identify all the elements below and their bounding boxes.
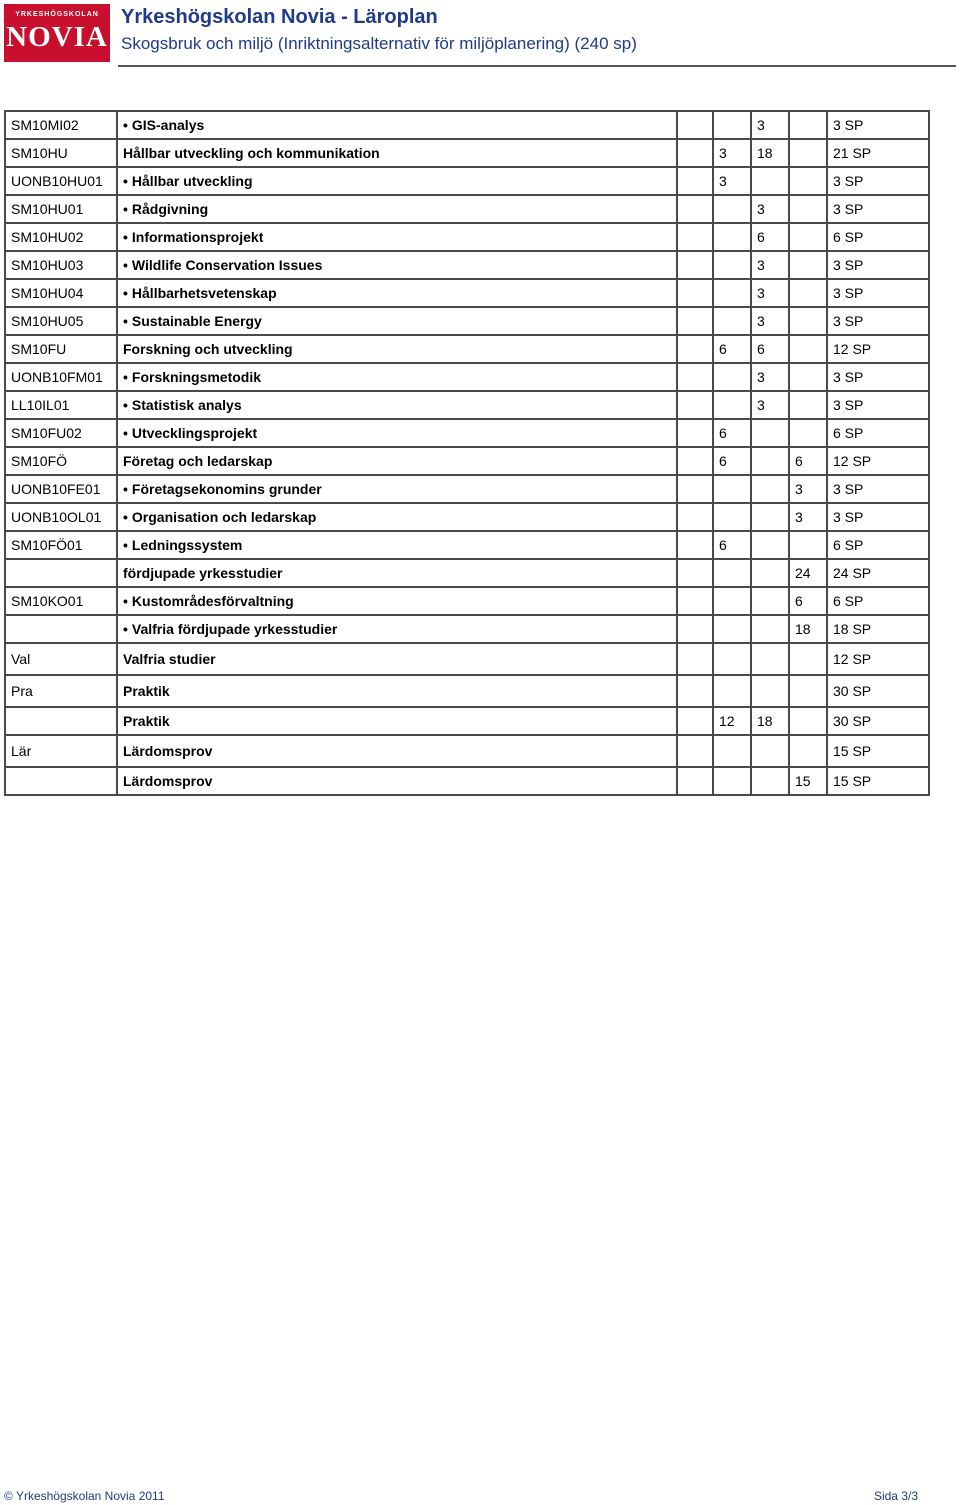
table-row <box>5 707 929 735</box>
credits-y4: 18 <box>789 615 827 643</box>
total-sp: 3 SP <box>827 279 929 307</box>
total-sp: 12 SP <box>827 643 929 675</box>
table-row <box>5 475 929 503</box>
credits-y3: 3 <box>751 307 789 335</box>
total-sp: 3 SP <box>827 307 929 335</box>
credits-y4: 15 <box>789 767 827 795</box>
credits-y4: 6 <box>789 587 827 615</box>
course-name <box>117 587 677 615</box>
course-name-text: Informationsprojekt <box>131 229 264 245</box>
credits-y2 <box>713 279 751 307</box>
credits-y3: 18 <box>751 139 789 167</box>
course-code: Val <box>5 643 117 675</box>
total-sp: 12 SP <box>827 447 929 475</box>
total-sp: 30 SP <box>827 707 929 735</box>
credits-y4 <box>789 139 827 167</box>
table-row <box>5 643 929 675</box>
course-name-text: Företagsekonomins grunder <box>131 481 322 497</box>
credits-y1 <box>677 279 713 307</box>
table-row <box>5 391 929 419</box>
course-code: SM10HU04 <box>5 279 117 307</box>
credits-y1 <box>677 767 713 795</box>
bullet-icon: • <box>123 201 128 217</box>
course-name-text: Hållbarhetsvetenskap <box>131 285 277 301</box>
course-name <box>117 391 677 419</box>
total-sp: 3 SP <box>827 251 929 279</box>
credits-y4 <box>789 195 827 223</box>
total-sp: 15 SP <box>827 735 929 767</box>
course-name-text: Lärdomsprov <box>123 773 213 789</box>
table-row <box>5 279 929 307</box>
credits-y3: 6 <box>751 223 789 251</box>
credits-y4: 24 <box>789 559 827 587</box>
table-row <box>5 675 929 707</box>
bullet-icon: • <box>123 425 128 441</box>
credits-y2: 6 <box>713 447 751 475</box>
bullet-icon: • <box>123 621 128 637</box>
course-name-text: Praktik <box>123 683 170 699</box>
table-row <box>5 167 929 195</box>
credits-y3: 3 <box>751 195 789 223</box>
credits-y1 <box>677 363 713 391</box>
total-sp: 3 SP <box>827 111 929 139</box>
credits-y2 <box>713 251 751 279</box>
course-code: SM10MI02 <box>5 111 117 139</box>
table-row <box>5 419 929 447</box>
table-row <box>5 559 929 587</box>
course-code: SM10FU <box>5 335 117 363</box>
table-row <box>5 195 929 223</box>
course-name-text: Praktik <box>123 713 170 729</box>
credits-y2 <box>713 391 751 419</box>
credits-y2 <box>713 111 751 139</box>
course-code: UONB10FM01 <box>5 363 117 391</box>
course-name <box>117 419 677 447</box>
course-name <box>117 363 677 391</box>
credits-y3 <box>751 167 789 195</box>
course-code: LL10IL01 <box>5 391 117 419</box>
credits-y2 <box>713 643 751 675</box>
credits-y3 <box>751 559 789 587</box>
course-name-text: Statistisk analys <box>131 397 242 413</box>
credits-y4 <box>789 391 827 419</box>
credits-y2 <box>713 503 751 531</box>
total-sp: 3 SP <box>827 475 929 503</box>
credits-y3: 6 <box>751 335 789 363</box>
credits-y4 <box>789 643 827 675</box>
total-sp: 21 SP <box>827 139 929 167</box>
credits-y1 <box>677 391 713 419</box>
course-name-text: Utvecklingsprojekt <box>131 425 258 441</box>
footer-copyright: © Yrkeshögskolan Novia 2011 <box>4 1489 165 1503</box>
course-name-text: GIS-analys <box>131 117 205 133</box>
total-sp: 3 SP <box>827 167 929 195</box>
credits-y2 <box>713 735 751 767</box>
table-row <box>5 251 929 279</box>
course-code <box>5 707 117 735</box>
credits-y1 <box>677 419 713 447</box>
credits-y3 <box>751 419 789 447</box>
course-name-text: Forskningsmetodik <box>131 369 262 385</box>
course-name <box>117 503 677 531</box>
course-name <box>117 195 677 223</box>
bullet-icon: • <box>123 537 128 553</box>
course-name <box>117 735 677 767</box>
page-header <box>0 0 960 68</box>
credits-y1 <box>677 615 713 643</box>
course-code: SM10KO01 <box>5 587 117 615</box>
bullet-icon: • <box>123 229 128 245</box>
credits-y1 <box>677 195 713 223</box>
total-sp: 18 SP <box>827 615 929 643</box>
course-name-text: Sustainable Energy <box>131 313 262 329</box>
bullet-icon: • <box>123 481 128 497</box>
credits-y2 <box>713 195 751 223</box>
credits-y3: 18 <box>751 707 789 735</box>
total-sp: 3 SP <box>827 363 929 391</box>
course-code: SM10HU01 <box>5 195 117 223</box>
credits-y3: 3 <box>751 279 789 307</box>
credits-y2: 6 <box>713 419 751 447</box>
course-code: SM10FU02 <box>5 419 117 447</box>
novia-logo <box>4 4 110 62</box>
course-name-text: Företag och ledarskap <box>123 453 273 469</box>
credits-y3 <box>751 643 789 675</box>
table-row <box>5 615 929 643</box>
credits-y2 <box>713 615 751 643</box>
course-name-text: Ledningssystem <box>131 537 243 553</box>
credits-y2: 6 <box>713 531 751 559</box>
table-row <box>5 531 929 559</box>
course-code: SM10HU03 <box>5 251 117 279</box>
course-name-text: Valfria fördjupade yrkesstudier <box>131 621 338 637</box>
total-sp: 3 SP <box>827 391 929 419</box>
course-name <box>117 111 677 139</box>
credits-y3: 3 <box>751 251 789 279</box>
credits-y4 <box>789 419 827 447</box>
course-code: UONB10OL01 <box>5 503 117 531</box>
credits-y1 <box>677 503 713 531</box>
credits-y1 <box>677 335 713 363</box>
course-name <box>117 531 677 559</box>
course-name <box>117 335 677 363</box>
total-sp: 6 SP <box>827 531 929 559</box>
course-name-text: Forskning och utveckling <box>123 341 293 357</box>
credits-y4 <box>789 279 827 307</box>
credits-y2 <box>713 587 751 615</box>
total-sp: 6 SP <box>827 223 929 251</box>
course-code: Lär <box>5 735 117 767</box>
credits-y4 <box>789 707 827 735</box>
credits-y4: 3 <box>789 503 827 531</box>
credits-y3: 3 <box>751 391 789 419</box>
course-code <box>5 767 117 795</box>
course-name-text: Valfria studier <box>123 651 216 667</box>
course-name <box>117 559 677 587</box>
course-name <box>117 767 677 795</box>
course-name <box>117 675 677 707</box>
logo-small-text: YRKESHÖGSKOLAN <box>15 11 99 18</box>
credits-y1 <box>677 675 713 707</box>
bullet-icon: • <box>123 369 128 385</box>
total-sp: 6 SP <box>827 419 929 447</box>
logo-main-text: NOVIA <box>6 21 108 53</box>
credits-y4 <box>789 307 827 335</box>
course-name <box>117 447 677 475</box>
bullet-icon: • <box>123 313 128 329</box>
course-name <box>117 279 677 307</box>
credits-y4 <box>789 735 827 767</box>
credits-y3 <box>751 503 789 531</box>
table-row <box>5 363 929 391</box>
page-subtitle: Skogsbruk och miljö (Inriktningsalternativ för miljöplanering) (240 sp) <box>121 34 637 53</box>
credits-y3: 3 <box>751 111 789 139</box>
course-name <box>117 707 677 735</box>
course-name <box>117 615 677 643</box>
course-name-text: Lärdomsprov <box>123 743 213 759</box>
total-sp: 12 SP <box>827 335 929 363</box>
table-row <box>5 447 929 475</box>
credits-y2 <box>713 307 751 335</box>
course-name-text: Kustområdesförvaltning <box>131 593 294 609</box>
course-code <box>5 559 117 587</box>
course-name-text: fördjupade yrkesstudier <box>123 565 283 581</box>
credits-y1 <box>677 707 713 735</box>
credits-y2: 3 <box>713 139 751 167</box>
course-code: Pra <box>5 675 117 707</box>
credits-y2 <box>713 767 751 795</box>
credits-y4: 3 <box>789 475 827 503</box>
course-name-text: Wildlife Conservation Issues <box>131 257 323 273</box>
course-name-text: Hållbar utveckling <box>131 173 253 189</box>
course-code: SM10HU05 <box>5 307 117 335</box>
bullet-icon: • <box>123 117 128 133</box>
course-name-text: Rådgivning <box>131 201 209 217</box>
course-name <box>117 307 677 335</box>
credits-y1 <box>677 111 713 139</box>
credits-y3 <box>751 615 789 643</box>
course-code: UONB10HU01 <box>5 167 117 195</box>
course-code: SM10FÖ <box>5 447 117 475</box>
table-row <box>5 223 929 251</box>
credits-y2: 12 <box>713 707 751 735</box>
course-code: SM10HU02 <box>5 223 117 251</box>
footer-page-number: Sida 3/3 <box>873 1489 918 1503</box>
credits-y2: 6 <box>713 335 751 363</box>
course-code <box>5 615 117 643</box>
bullet-icon: • <box>123 509 128 525</box>
course-code: SM10FÖ01 <box>5 531 117 559</box>
credits-y2 <box>713 363 751 391</box>
bullet-icon: • <box>123 257 128 273</box>
course-name <box>117 475 677 503</box>
table-row <box>5 587 929 615</box>
total-sp: 24 SP <box>827 559 929 587</box>
table-row <box>5 111 929 139</box>
credits-y4 <box>789 675 827 707</box>
credits-y1 <box>677 251 713 279</box>
curriculum-table <box>4 110 930 796</box>
credits-y3 <box>751 767 789 795</box>
table-row <box>5 767 929 795</box>
credits-y1 <box>677 559 713 587</box>
credits-y1 <box>677 475 713 503</box>
credits-y3 <box>751 447 789 475</box>
credits-y4: 6 <box>789 447 827 475</box>
total-sp: 30 SP <box>827 675 929 707</box>
course-name <box>117 139 677 167</box>
credits-y4 <box>789 167 827 195</box>
credits-y2 <box>713 223 751 251</box>
table-row <box>5 735 929 767</box>
credits-y4 <box>789 363 827 391</box>
table-row <box>5 335 929 363</box>
credits-y3 <box>751 675 789 707</box>
course-name-text: Hållbar utveckling och kommunikation <box>123 145 380 161</box>
credits-y4 <box>789 531 827 559</box>
credits-y2: 3 <box>713 167 751 195</box>
page-title: Yrkeshögskolan Novia - Läroplan <box>121 6 438 28</box>
credits-y4 <box>789 251 827 279</box>
credits-y1 <box>677 531 713 559</box>
table-row <box>5 307 929 335</box>
credits-y1 <box>677 307 713 335</box>
credits-y1 <box>677 587 713 615</box>
course-code: SM10HU <box>5 139 117 167</box>
credits-y2 <box>713 675 751 707</box>
credits-y4 <box>789 111 827 139</box>
bullet-icon: • <box>123 285 128 301</box>
credits-y1 <box>677 167 713 195</box>
credits-y1 <box>677 735 713 767</box>
total-sp: 15 SP <box>827 767 929 795</box>
credits-y2 <box>713 475 751 503</box>
total-sp: 6 SP <box>827 587 929 615</box>
total-sp: 3 SP <box>827 195 929 223</box>
credits-y3: 3 <box>751 363 789 391</box>
credits-y4 <box>789 223 827 251</box>
table-row <box>5 139 929 167</box>
bullet-icon: • <box>123 173 128 189</box>
credits-y3 <box>751 531 789 559</box>
course-name <box>117 223 677 251</box>
credits-y1 <box>677 139 713 167</box>
table-row <box>5 503 929 531</box>
course-name <box>117 643 677 675</box>
credits-y3 <box>751 735 789 767</box>
credits-y1 <box>677 643 713 675</box>
total-sp: 3 SP <box>827 503 929 531</box>
credits-y2 <box>713 559 751 587</box>
credits-y1 <box>677 447 713 475</box>
header-divider <box>118 65 956 67</box>
bullet-icon: • <box>123 397 128 413</box>
credits-y1 <box>677 223 713 251</box>
course-name <box>117 167 677 195</box>
credits-y4 <box>789 335 827 363</box>
credits-y3 <box>751 475 789 503</box>
course-code: UONB10FE01 <box>5 475 117 503</box>
course-name-text: Organisation och ledarskap <box>131 509 317 525</box>
bullet-icon: • <box>123 593 128 609</box>
credits-y3 <box>751 587 789 615</box>
course-name <box>117 251 677 279</box>
